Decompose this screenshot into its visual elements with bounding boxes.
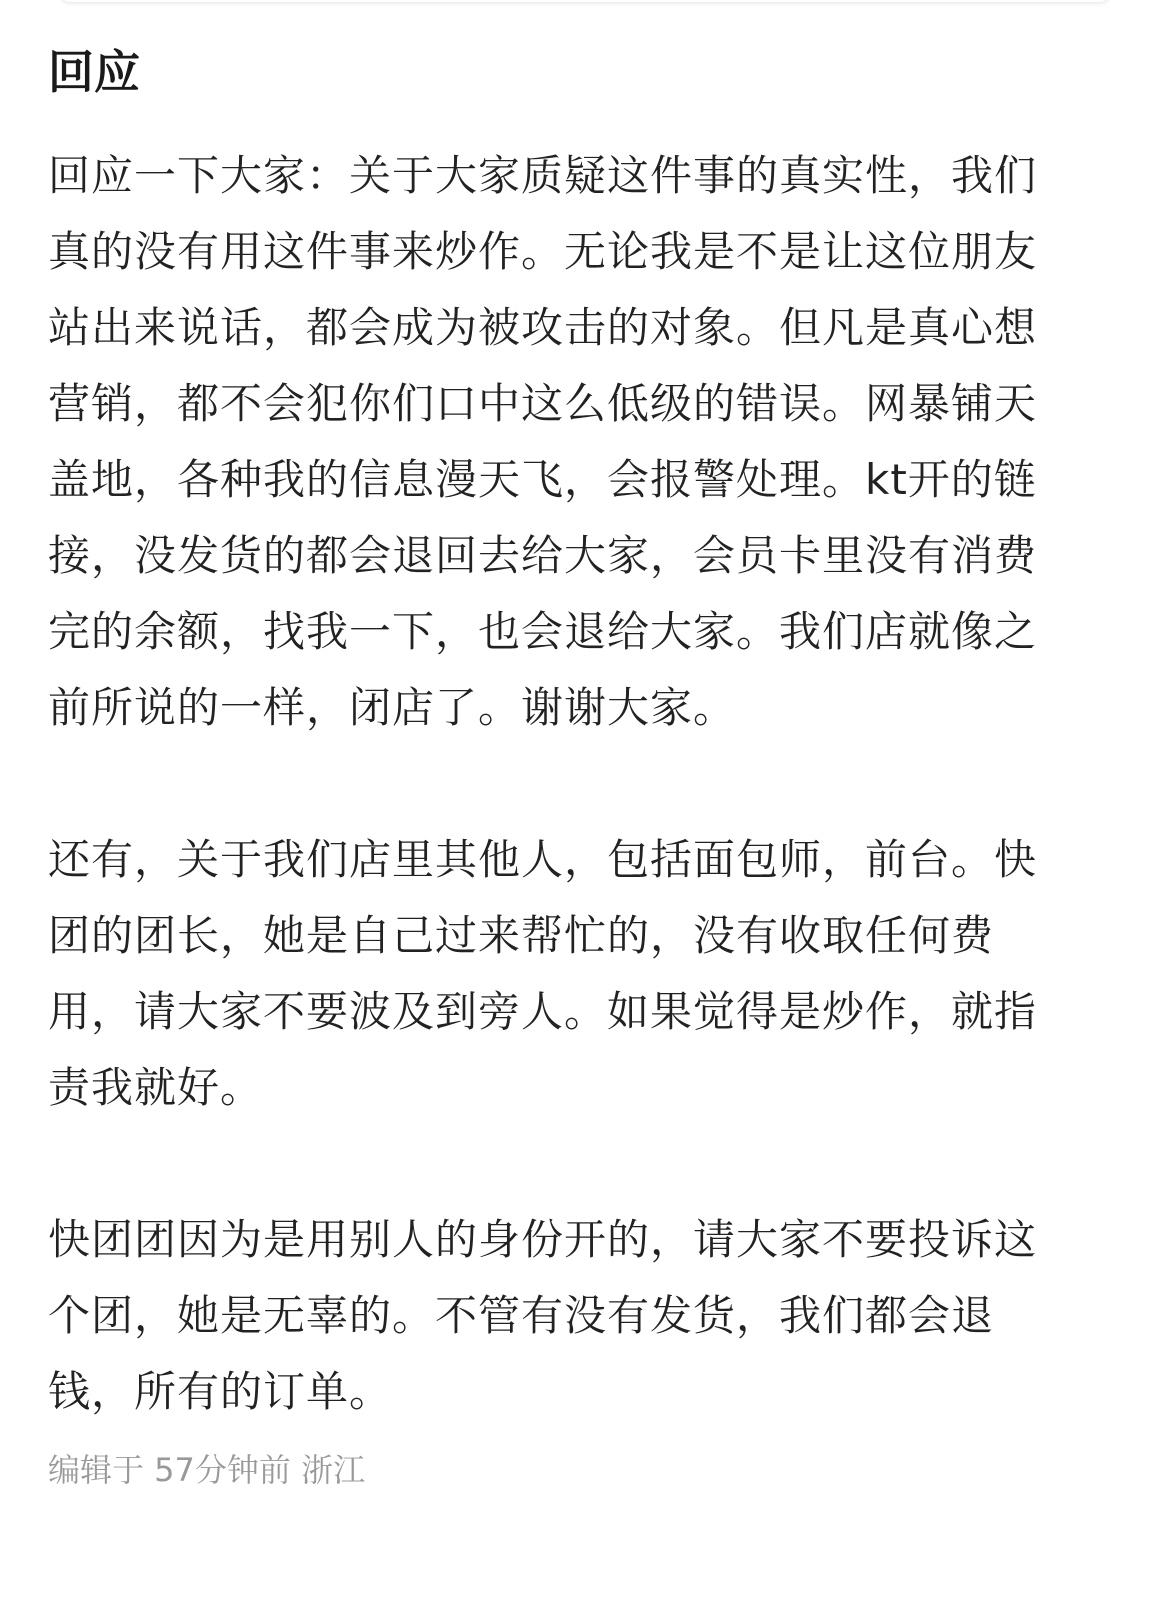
post-paragraph-3: 快团团因为是用别人的身份开的，请大家不要投诉这个团，她是无辜的。不管有没有发货，我们都会退钱，所有的订单。: [48, 1215, 1038, 1416]
post-paragraph-1: 回应一下大家：关于大家质疑这件事的真实性，我们真的没有用这件事来炒作。无论我是不是让这位朋友站出来说话，都会成为被攻击的对象。但凡是真心想营销，都不会犯你们口中这么低级的错误。网暴铺天盖地，各种我的信息漫天飞，会报警处理。kt开的链接，没发货的都会退回去给大家，会员卡里没有消费完的余额，找我一下，也会退给大家。我们店就像之前所说的一样，闭店了。谢谢大家。: [48, 151, 1038, 732]
paragraph-spacer: [48, 746, 1128, 822]
previous-card-edge: [60, 0, 1110, 2]
post-paragraph-2: 还有，关于我们店里其他人，包括面包师，前台。快团的团长，她是自己过来帮忙的，没有收取任何费用，请大家不要波及到旁人。如果觉得是炒作，就指责我就好。: [48, 835, 1038, 1112]
post-title: 回应: [48, 45, 140, 99]
post-edit-meta: 编辑于 57分钟前 浙江: [48, 1451, 366, 1489]
post-body: [48, 138, 1128, 1430]
post-content: [48, 40, 1128, 1492]
paragraph-spacer: [48, 1126, 1128, 1202]
